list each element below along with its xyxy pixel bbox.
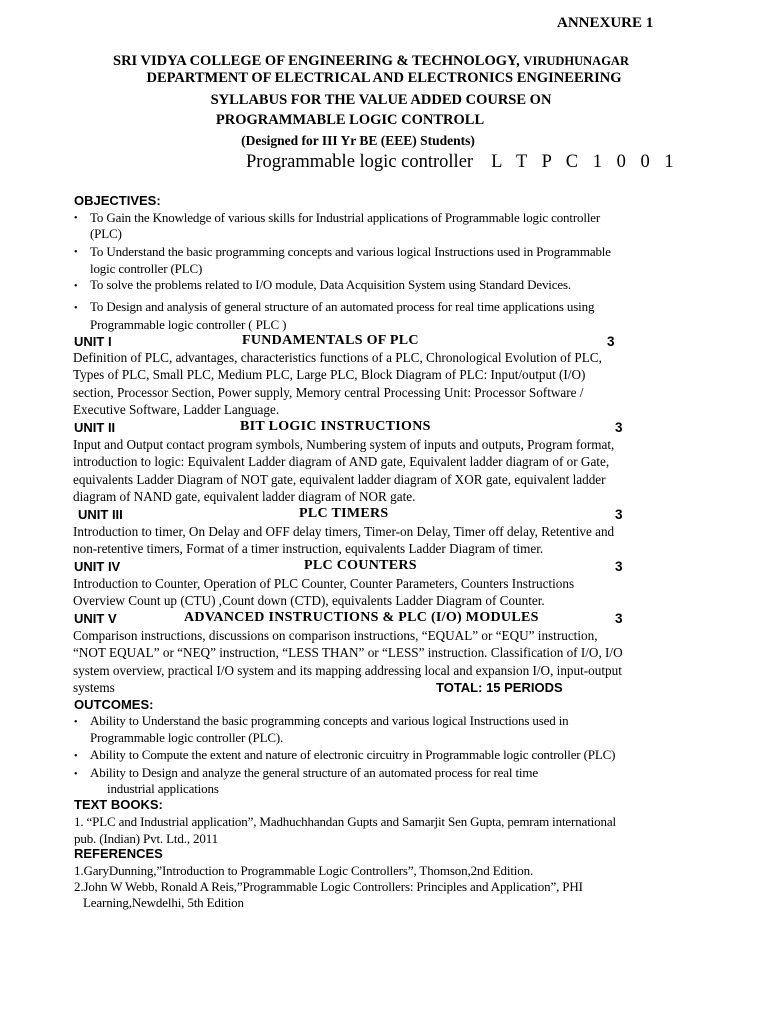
objective-line: To solve the problems related to I/O module, Data Acquisition System using Standard Devices. [90, 277, 572, 292]
unit-hours: 3 [615, 611, 623, 626]
department-name: DEPARTMENT OF ELECTRICAL AND ELECTRONICS ENGINEERING [146, 70, 622, 86]
unit-title: PLC COUNTERS [304, 558, 417, 573]
college-name [0, 53, 755, 70]
unit-hours: 3 [615, 507, 623, 522]
outcome-line: Ability to Understand the basic programming concepts and various logical Instructions used in [90, 713, 569, 728]
objective-line: To Gain the Knowledge of various skills for Industrial applications of Programmable logic controller [90, 210, 601, 225]
unit-content [73, 349, 677, 418]
unit-line: system overview, practical I/O system and its mapping addressing local and expansion I/O, input-output [73, 662, 622, 678]
unit-content [73, 627, 677, 696]
unit-line: equivalents Ladder Diagram of NOT gate, equivalent ladder diagram of XOR gate, equivalent ladder [73, 471, 606, 487]
reference-line: 1.GaryDunning,”Introduction to Programmable Logic Controllers”, Thomson,2nd Edition. [74, 863, 534, 878]
unit-line: Overview Count up (CTU) ,Count down (CTD), equivalents Ladder Diagram of Counter. [73, 593, 545, 609]
unit-title: FUNDAMENTALS OF PLC [242, 333, 419, 348]
college-place: VIRUDHUNAGAR [523, 54, 629, 68]
bullet-icon: • [74, 751, 78, 762]
unit-label: UNIT V [74, 611, 117, 626]
textbook-line: 1. “PLC and Industrial application”, Madhuchhandan Gupts and Samarjit Sen Gupta, pemram international [74, 814, 616, 829]
outcome-line: industrial applications [107, 781, 219, 796]
unit-title: BIT LOGIC INSTRUCTIONS [240, 419, 431, 434]
unit-label: UNIT III [78, 507, 123, 522]
textbooks-heading: TEXT BOOKS: [74, 797, 163, 812]
bullet-icon: • [74, 281, 78, 292]
outcomes-heading: OUTCOMES: [74, 697, 154, 712]
college-main: SRI VIDYA COLLEGE OF ENGINEERING & TECHNOLOGY, [113, 53, 520, 69]
unit-label: UNIT I [74, 334, 112, 349]
unit-content [73, 436, 677, 505]
unit-line: “NOT EQUAL” or “NEQ” instruction, “LESS THAN” or “LESS” instruction. Classification of I/O, I/O [73, 645, 623, 661]
unit-line: Input and Output contact program symbols, Numbering system of inputs and outputs, Program format, [73, 437, 615, 452]
unit-line: introduction to logic: Equivalent Ladder diagram of AND gate, Equivalent ladder diagram of or Gate, [73, 454, 610, 470]
unit-title: ADVANCED INSTRUCTIONS & PLC (I/O) MODULES [184, 610, 539, 625]
unit-line: systems [73, 679, 115, 695]
course-title: Programmable logic controller [246, 152, 474, 172]
unit-line: section, Processor Section, Power supply, Memory central Processing Unit: Processor Software / [73, 384, 584, 400]
unit-hours: 3 [607, 334, 615, 349]
unit-line: Introduction to Counter, Operation of PLC Counter, Counter Parameters, Counters Instructions [73, 576, 575, 591]
objectives-heading: OBJECTIVES: [74, 193, 161, 208]
unit-hours: 3 [615, 559, 623, 574]
unit-label: UNIT IV [74, 559, 121, 574]
total-periods: TOTAL: 15 PERIODS [436, 680, 563, 695]
references-heading: REFERENCES [74, 846, 163, 861]
unit-label: UNIT II [74, 420, 116, 435]
ltpc-credits: L T P C 1 0 0 1 [491, 152, 679, 172]
reference-line: 2.John W Webb, Ronald A Reis,”Programmable Logic Controllers: Principles and Application”, PHI [74, 879, 583, 894]
objective-line: (PLC) [90, 226, 122, 241]
unit-line: Definition of PLC, advantages, characteristics functions of a PLC, Chronological Evolution of PLC, [73, 350, 602, 365]
syllabus-line: SYLLABUS FOR THE VALUE ADDED COURSE ON [210, 92, 552, 108]
outcome-line: Ability to Compute the extent and nature of electronic circuitry in Programmable logic controller (PLC) [90, 747, 616, 762]
unit-title: PLC TIMERS [299, 506, 389, 521]
unit-line: Executive Software, Ladder Language. [73, 401, 280, 417]
reference-line: Learning,Newdelhi, 5th Edition [83, 895, 244, 910]
course-caps: PROGRAMMABLE LOGIC CONTROLL [215, 112, 485, 128]
outcome-line: Programmable logic controller (PLC). [90, 730, 284, 745]
unit-line: non-retentive timers, Format of a timer instruction, equivalents Ladder Diagram of timer. [73, 541, 544, 557]
objective-line: To Understand the basic programming concepts and various logical Instructions used in Programmable [90, 244, 611, 259]
unit-line: Comparison instructions, discussions on comparison instructions, “EQUAL” or “EQU” instruction, [73, 628, 598, 643]
unit-line: diagram of NAND gate, equivalent ladder diagram of NOR gate. [73, 488, 416, 504]
bullet-icon: • [74, 769, 78, 780]
unit-line: Introduction to timer, On Delay and OFF delay timers, Timer-on Delay, Timer off delay, Retentive and [73, 524, 615, 539]
annexure-label: ANNEXURE 1 [557, 15, 654, 31]
textbook-line: pub. (Indian) Pvt. Ltd., 2011 [74, 831, 218, 846]
bullet-icon: • [74, 303, 78, 314]
objective-line: Programmable logic controller ( PLC ) [90, 317, 287, 332]
outcome-line: Ability to Design and analyze the general structure of an automated process for real time [90, 765, 538, 780]
designed-for: (Designed for III Yr BE (EEE) Students) [241, 133, 475, 148]
unit-content [73, 575, 677, 610]
unit-content [73, 523, 677, 558]
bullet-icon: • [74, 213, 78, 224]
unit-line: Types of PLC, Small PLC, Medium PLC, Large PLC, Block Diagram of PLC: Input/output (I/O) [73, 367, 586, 383]
bullet-icon: • [74, 717, 78, 728]
objective-line: logic controller (PLC) [90, 261, 203, 276]
course-title-line [246, 152, 679, 173]
bullet-icon: • [74, 247, 78, 258]
objective-line: To Design and analysis of general structure of an automated process for real time applications using [90, 299, 595, 314]
unit-hours: 3 [615, 420, 623, 435]
